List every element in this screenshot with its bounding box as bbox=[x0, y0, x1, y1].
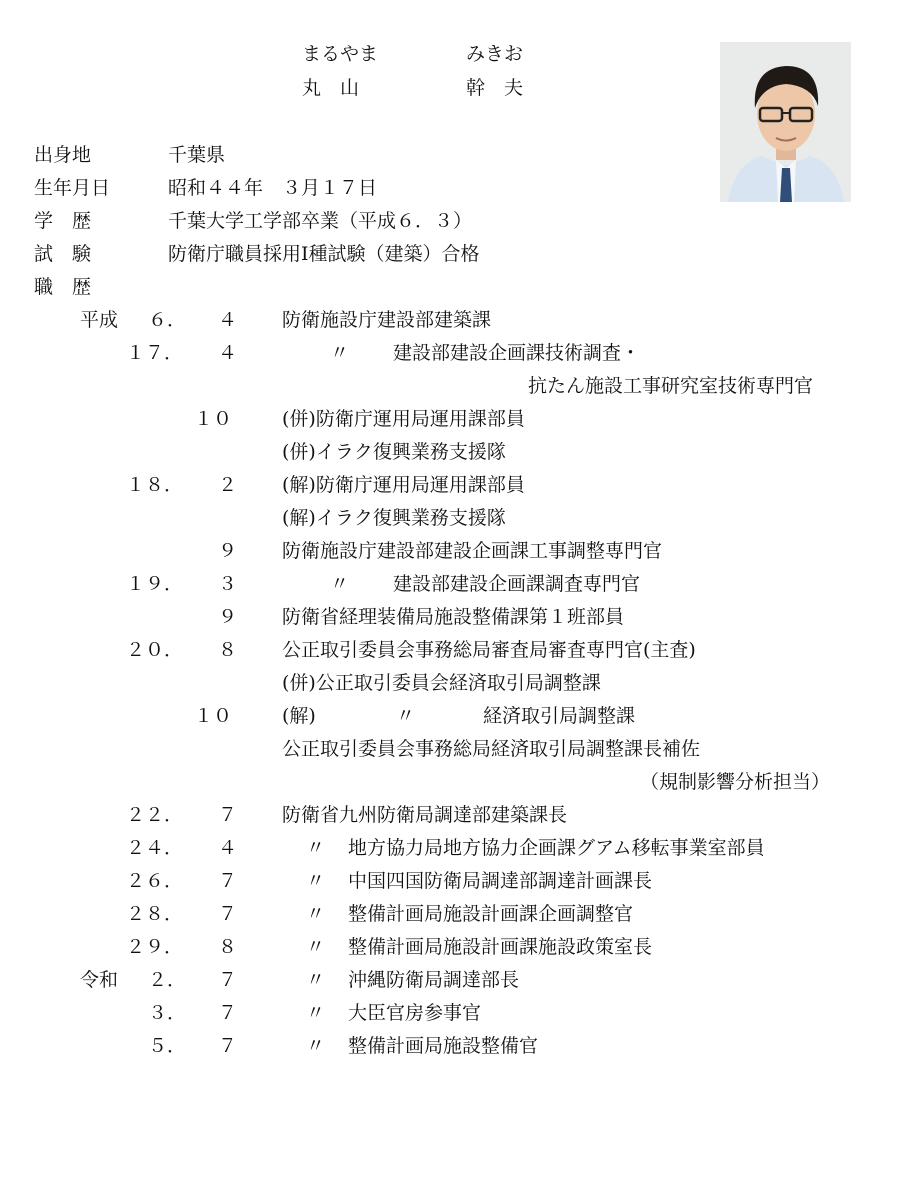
value-birthdate: 昭和４４年 ３月１７日 bbox=[168, 177, 378, 199]
career-month: ３ bbox=[218, 573, 238, 595]
career-year: ２９． bbox=[126, 936, 184, 958]
career-year: １９． bbox=[126, 573, 184, 595]
career-month: ８ bbox=[218, 936, 238, 958]
career-text: (解)防衛庁運用局運用課部員 bbox=[282, 474, 525, 496]
name-kanji-given: 幹 夫 bbox=[466, 77, 524, 99]
career-text: 整備計画局施設計画課施設政策室長 bbox=[348, 936, 653, 958]
career-text: 防衛施設庁建設部建設企画課工事調整専門官 bbox=[282, 540, 663, 562]
career-month: ７ bbox=[218, 1035, 238, 1057]
value-education: 千葉大学工学部卒業（平成６．３） bbox=[168, 210, 473, 232]
label-career: 職 歴 bbox=[34, 276, 92, 298]
ditto-mark: 〃 bbox=[306, 969, 326, 991]
career-text: 建設部建設企画課調査専門官 bbox=[393, 573, 641, 595]
label-birthdate: 生年月日 bbox=[34, 177, 111, 199]
career-text: 防衛施設庁建設部建築課 bbox=[282, 309, 492, 331]
career-month: １０ bbox=[194, 408, 233, 430]
career-text: 抗たん施設工事研究室技術専門官 bbox=[528, 375, 814, 397]
label-education: 学 歴 bbox=[34, 210, 92, 232]
career-year: １７． bbox=[126, 342, 184, 364]
portrait-photo bbox=[720, 42, 851, 202]
ditto-mark: 〃 bbox=[330, 342, 350, 364]
career-month: ４ bbox=[218, 342, 238, 364]
career-text: 防衛省九州防衛局調達部建築課長 bbox=[282, 804, 568, 826]
career-month: ７ bbox=[218, 870, 238, 892]
career-year: ２４． bbox=[126, 837, 184, 859]
career-month: ４ bbox=[218, 309, 238, 331]
career-year: １８． bbox=[126, 474, 184, 496]
career-text: 建設部建設企画課技術調査・ bbox=[393, 342, 641, 364]
ditto-mark: 〃 bbox=[306, 1002, 326, 1024]
career-month: １０ bbox=[194, 705, 233, 727]
career-month: ９ bbox=[218, 606, 238, 628]
career-year: ５． bbox=[148, 1035, 187, 1057]
career-month: ７ bbox=[218, 804, 238, 826]
career-month: ２ bbox=[218, 474, 238, 496]
career-year: ２０． bbox=[126, 639, 184, 661]
ditto-mark: 〃 bbox=[306, 837, 326, 859]
career-month: ７ bbox=[218, 969, 238, 991]
ditto-mark: 〃 bbox=[330, 573, 350, 595]
career-year: ６． bbox=[148, 309, 187, 331]
career-text: 公正取引委員会事務総局審査局審査専門官(主査) bbox=[282, 639, 696, 661]
career-text: (解)イラク復興業務支援隊 bbox=[282, 507, 506, 529]
career-month: ４ bbox=[218, 837, 238, 859]
ditto-mark: 〃 bbox=[306, 1035, 326, 1057]
value-birthplace: 千葉県 bbox=[168, 144, 226, 166]
career-text: 沖縄防衛局調達部長 bbox=[348, 969, 520, 991]
value-exam: 防衛庁職員採用Ⅰ種試験（建築）合格 bbox=[168, 243, 480, 265]
career-text: 地方協力局地方協力企画課グアム移転事業室部員 bbox=[348, 837, 765, 859]
career-text: 中国四国防衛局調達部調達計画課長 bbox=[348, 870, 653, 892]
ditto-mark: 〃 bbox=[396, 705, 416, 727]
career-year: ２２． bbox=[126, 804, 184, 826]
career-year: ２． bbox=[148, 969, 187, 991]
career-month: ８ bbox=[218, 639, 238, 661]
career-year: ３． bbox=[148, 1002, 187, 1024]
ditto-mark: 〃 bbox=[306, 936, 326, 958]
career-text: (併)防衛庁運用局運用課部員 bbox=[282, 408, 525, 430]
career-month: ９ bbox=[218, 540, 238, 562]
ditto-mark: 〃 bbox=[306, 870, 326, 892]
label-exam: 試 験 bbox=[34, 243, 92, 265]
name-kana-family: まるやま bbox=[302, 43, 379, 65]
career-text: (併)イラク復興業務支援隊 bbox=[282, 441, 506, 463]
ditto-mark: 〃 bbox=[306, 903, 326, 925]
career-year: ２６． bbox=[126, 870, 184, 892]
career-text: 整備計画局施設計画課企画調整官 bbox=[348, 903, 634, 925]
era-heisei: 平成 bbox=[80, 309, 119, 331]
career-month: ７ bbox=[218, 903, 238, 925]
name-kana-given: みきお bbox=[466, 43, 524, 65]
career-text: 大臣官房参事官 bbox=[348, 1002, 482, 1024]
career-text: 経済取引局調整課 bbox=[483, 705, 636, 727]
era-reiwa: 令和 bbox=[80, 969, 119, 991]
career-text: 防衛省経理装備局施設整備課第１班部員 bbox=[282, 606, 625, 628]
name-kanji-family: 丸 山 bbox=[302, 77, 360, 99]
career-text: （規制影響分析担当） bbox=[640, 771, 831, 793]
career-text: (解) bbox=[282, 705, 316, 727]
career-year: ２８． bbox=[126, 903, 184, 925]
career-month: ７ bbox=[218, 1002, 238, 1024]
career-text: (併)公正取引委員会経済取引局調整課 bbox=[282, 672, 601, 694]
career-text: 公正取引委員会事務総局経済取引局調整課長補佐 bbox=[282, 738, 701, 760]
career-text: 整備計画局施設整備官 bbox=[348, 1035, 539, 1057]
label-birthplace: 出身地 bbox=[34, 144, 92, 166]
